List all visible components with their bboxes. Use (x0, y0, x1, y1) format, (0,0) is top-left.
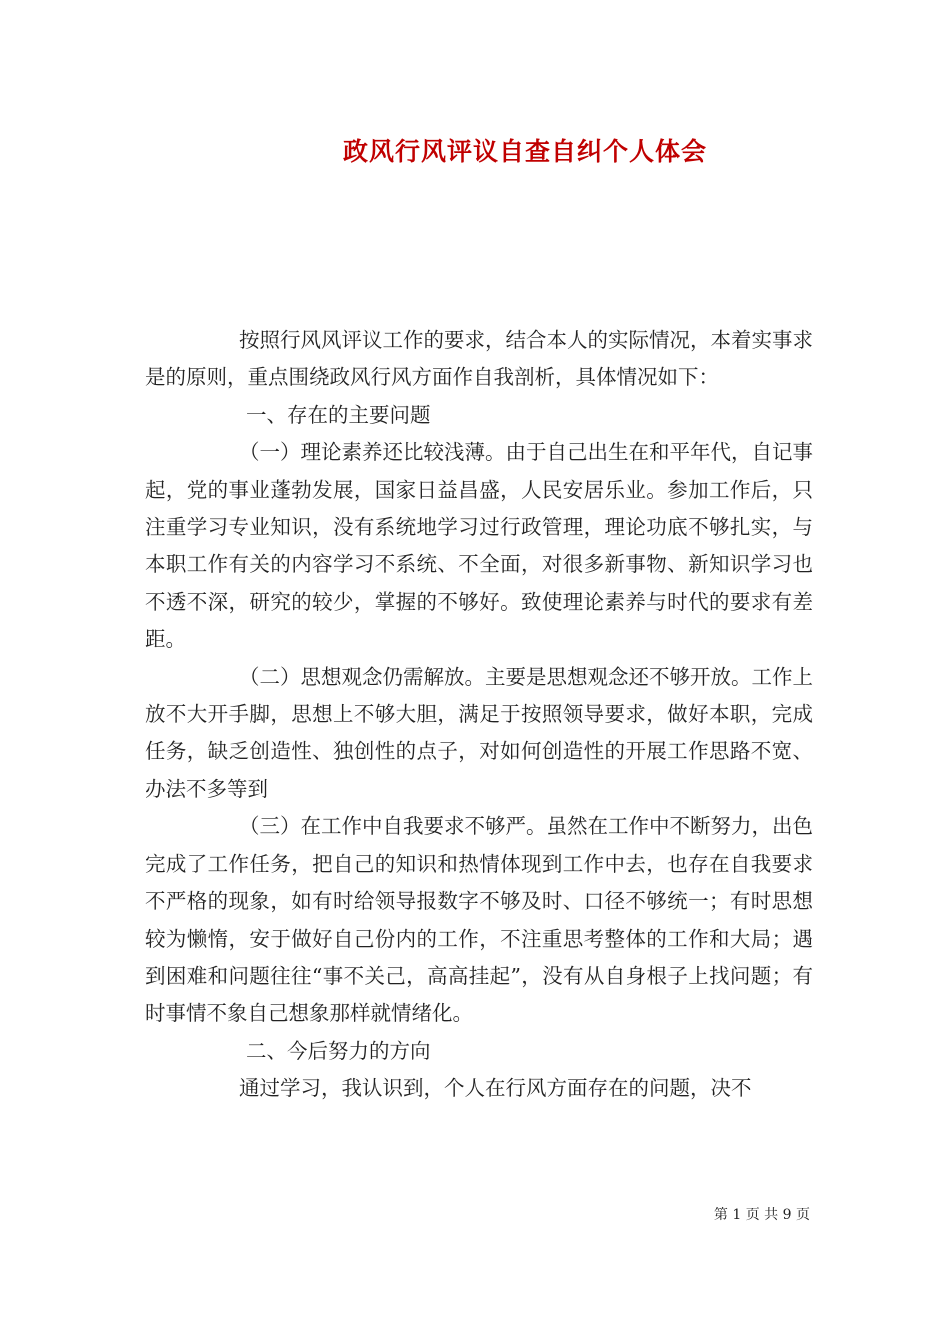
paragraph-learning: 通过学习，我认识到，个人在行风方面存在的问题，决不 (239, 1076, 752, 1101)
section-heading-problems: 一、存在的主要问题 (246, 402, 431, 427)
document-title: 政风行风评议自查自纠个人体会 (342, 137, 707, 166)
paragraph-self-discipline: （三）在工作中自我要求不够严。虽然在工作中不断努力，出色完成了工作任务，把自己的知识和热情体现到工作中去，也存在自我要求不严格的现象，如有时给领导报数字不够及时、口径不够统一；有时思想较为懒惰，安于做好自己份内的工作，不注重思考整体的工作和大局；遇到困难和问题往往“事不关己，高高挂起”，没有从自身根子上找问题；有时事情不象自己想象那样就情绪化。 (145, 814, 813, 1026)
section-heading-direction: 二、今后努力的方向 (246, 1038, 431, 1063)
paragraph-thinking: （二）思想观念仍需解放。主要是思想观念还不够开放。工作上放不大开手脚，思想上不够大胆，满足于按照领导要求，做好本职，完成任务，缺乏创造性、独创性的点子，对如何创造性的开展工作思路不宽、办法不多等到 (145, 664, 813, 801)
paragraph-intro: 按照行风风评议工作的要求，结合本人的实际情况，本着实事求是的原则，重点围绕政风行风方面作自我剖析，具体情况如下： (145, 328, 813, 390)
paragraph-theory: （一）理论素养还比较浅薄。由于自己出生在和平年代，自记事起，党的事业蓬勃发展，国家日益昌盛，人民安居乐业。参加工作后，只注重学习专业知识，没有系统地学习过行政管理，理论功底不够扎实，与本职工作有关的内容学习不系统、不全面，对很多新事物、新知识学习也不透不深，研究的较少，掌握的不够好。致使理论素养与时代的要求有差距。 (145, 440, 813, 652)
page-number: 第 1 页 共 9 页 (713, 1207, 810, 1223)
document-body (145, 322, 813, 1108)
